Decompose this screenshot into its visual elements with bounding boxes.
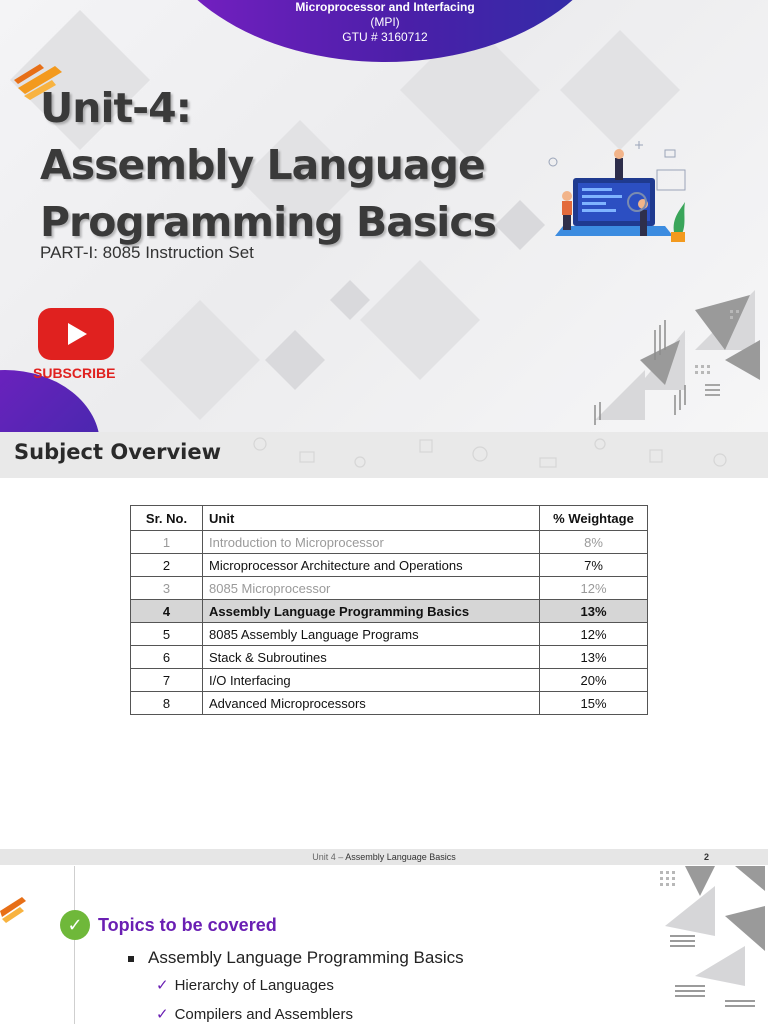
checkmark-icon: ✓ [60,910,90,940]
square-bullet-icon [128,956,134,962]
course-abbr: (MPI) [370,15,400,29]
subscribe-label[interactable]: SUBSCRIBE [33,365,116,381]
footer-section: Assembly Language Basics [345,852,456,862]
table-row [131,623,648,646]
geometric-triangle-art [655,866,768,1024]
youtube-icon[interactable] [38,308,114,360]
slide-title [40,80,496,251]
weightage-table [130,505,648,715]
topic-main-label: Assembly Language Programming Basics [148,948,464,967]
check-icon: ✓ [156,1006,169,1023]
cell-weightage: 20% [540,669,648,692]
cell-weightage: 13% [540,646,648,669]
topic-sub-item [156,1005,353,1023]
title-line-1: Unit-4: [40,84,192,132]
footer-prefix: Unit 4 – [312,852,346,862]
cell-weightage: 12% [540,577,648,600]
topics-heading: Topics to be covered [98,915,277,935]
slide-footer [0,849,768,865]
cell-unit: Assembly Language Programming Basics [203,600,540,623]
column-header-weightage: % Weightage [540,506,648,531]
cell-sr-no: 2 [131,554,203,577]
title-line-3: Programming Basics [40,198,497,246]
table-header-row [131,506,648,531]
cell-unit: Stack & Subroutines [203,646,540,669]
table-row [131,577,648,600]
topic-main-item [128,948,464,968]
cell-unit: Microprocessor Architecture and Operations [203,554,540,577]
title-slide [0,0,768,432]
course-name: Microprocessor and Interfacing [295,0,475,14]
section-title: Subject Overview [14,440,222,464]
course-code: GTU # 3160712 [342,30,428,44]
orange-streak-icon [0,893,30,923]
cell-weightage: 7% [540,554,648,577]
laptop-illustration-icon [545,140,695,250]
topic-sub-label: Compilers and Assemblers [174,1006,353,1023]
cell-sr-no: 7 [131,669,203,692]
column-header-unit: Unit [203,506,540,531]
cell-unit: Advanced Microprocessors [203,692,540,715]
cell-weightage: 13% [540,600,648,623]
cell-unit: Introduction to Microprocessor [203,531,540,554]
subject-overview-header [0,432,768,478]
topic-sub-item [156,976,334,994]
cell-unit: 8085 Microprocessor [203,577,540,600]
table-row [131,646,648,669]
cell-sr-no: 4 [131,600,203,623]
footer-title [0,852,768,862]
title-line-2: Assembly Language [40,141,485,189]
check-icon: ✓ [156,977,169,994]
topic-sub-label: Hierarchy of Languages [174,977,334,994]
vertical-divider [74,866,75,1024]
cell-sr-no: 3 [131,577,203,600]
cell-sr-no: 8 [131,692,203,715]
cell-sr-no: 6 [131,646,203,669]
cell-weightage: 15% [540,692,648,715]
geometric-triangle-art [575,290,768,432]
cell-weightage: 12% [540,623,648,646]
table-row [131,692,648,715]
slide-subtitle: PART-I: 8085 Instruction Set [40,243,254,262]
cell-sr-no: 5 [131,623,203,646]
cell-unit: I/O Interfacing [203,669,540,692]
header-text [150,0,620,45]
table-row [131,554,648,577]
column-header-sr-no: Sr. No. [131,506,203,531]
cell-unit: 8085 Assembly Language Programs [203,623,540,646]
table-row-highlighted [131,600,648,623]
cell-weightage: 8% [540,531,648,554]
table-row [131,669,648,692]
table-row [131,531,648,554]
cell-sr-no: 1 [131,531,203,554]
page-number: 2 [704,852,710,862]
